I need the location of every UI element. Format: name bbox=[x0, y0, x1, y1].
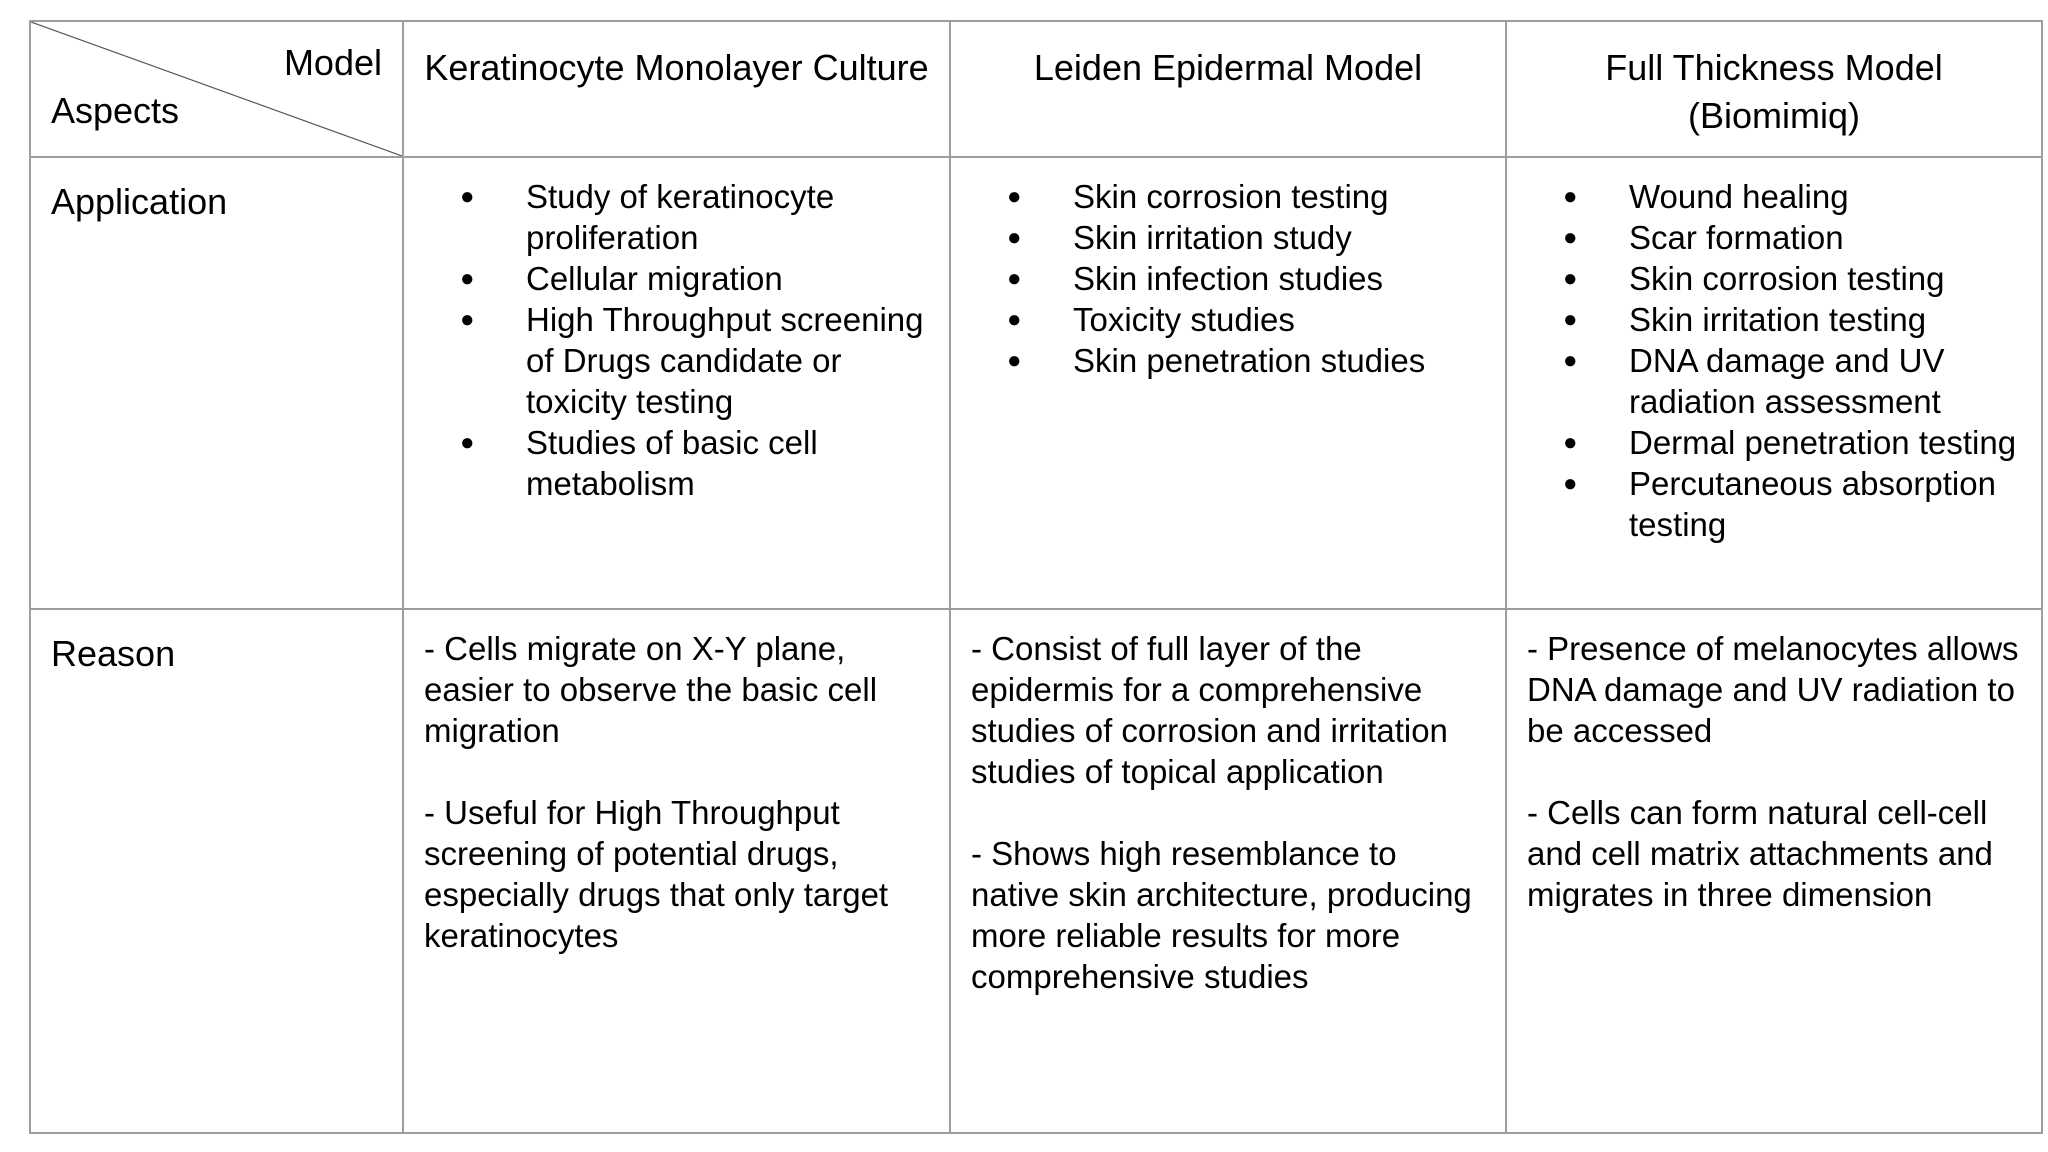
reason-paragraph: - Useful for High Throughput screening of potential drugs, especially drugs that only target keratinocytes bbox=[424, 794, 889, 954]
application-list bbox=[951, 158, 1505, 381]
bullet-item: ● Skin corrosion testing bbox=[951, 176, 1495, 217]
reason-paragraph: - Cells can form natural cell-cell and cell matrix attachments and migrates in three dimension bbox=[1527, 794, 1993, 913]
bullet-item: ● Wound healing bbox=[1507, 176, 2031, 217]
reason-cell-keratinocyte bbox=[403, 609, 950, 1133]
reason-cell-leiden bbox=[950, 609, 1506, 1133]
application-label-cell bbox=[30, 157, 403, 609]
model-header-label: Model bbox=[283, 42, 382, 83]
application-cell-leiden bbox=[950, 157, 1506, 609]
application-cell-keratinocyte bbox=[403, 157, 950, 609]
reason-cell-full-thickness bbox=[1506, 609, 2042, 1133]
bullet-item: ● Skin corrosion testing bbox=[1507, 258, 2031, 299]
corner-header-cell bbox=[30, 21, 403, 157]
reason-row bbox=[30, 609, 2042, 1133]
reason-paragraph: - Consist of full layer of the epidermis for a comprehensive studies of corrosion and irritation studies of topical application bbox=[971, 630, 1448, 790]
comparison-table bbox=[29, 20, 2043, 1134]
bullet-item: ● DNA damage and UV radiation assessment bbox=[1507, 340, 2031, 422]
reason-paragraphs bbox=[404, 610, 949, 956]
row-label-application: Application bbox=[51, 181, 228, 222]
bullet-item: ● Skin penetration studies bbox=[951, 340, 1495, 381]
application-row bbox=[30, 157, 2042, 609]
bullet-item: ● Cellular migration bbox=[404, 258, 939, 299]
bullet-item: ● Skin infection studies bbox=[951, 258, 1495, 299]
column-header-label: Leiden Epidermal Model bbox=[1033, 47, 1423, 88]
column-header-full-thickness bbox=[1506, 21, 2042, 157]
row-label-reason: Reason bbox=[51, 633, 176, 674]
reason-paragraphs bbox=[1507, 610, 2041, 915]
bullet-item: ● Scar formation bbox=[1507, 217, 2031, 258]
bullet-item: ● Dermal penetration testing bbox=[1507, 422, 2031, 463]
reason-paragraph: - Shows high resemblance to native skin architecture, producing more reliable results for more comprehensive studies bbox=[971, 835, 1472, 995]
reason-paragraphs bbox=[951, 610, 1505, 997]
column-header-label: Full Thickness Model (Biomimiq) bbox=[1605, 47, 1943, 136]
reason-paragraph: - Cells migrate on X-Y plane, easier to observe the basic cell migration bbox=[424, 630, 878, 749]
application-cell-full-thickness bbox=[1506, 157, 2042, 609]
header-row bbox=[30, 21, 2042, 157]
reason-paragraph: - Presence of melanocytes allows DNA damage and UV radiation to be accessed bbox=[1527, 630, 2019, 749]
bullet-item: ● High Throughput screening of Drugs candidate or toxicity testing bbox=[404, 299, 939, 422]
bullet-item: ● Percutaneous absorption testing bbox=[1507, 463, 2031, 545]
column-header-leiden bbox=[950, 21, 1506, 157]
bullet-item: ● Skin irritation study bbox=[951, 217, 1495, 258]
aspects-header-label: Aspects bbox=[51, 90, 180, 131]
bullet-item: ● Skin irritation testing bbox=[1507, 299, 2031, 340]
column-header-label: Keratinocyte Monolayer Culture bbox=[424, 47, 929, 88]
application-list bbox=[1507, 158, 2041, 545]
column-header-keratinocyte bbox=[403, 21, 950, 157]
application-list bbox=[404, 158, 949, 504]
reason-label-cell bbox=[30, 609, 403, 1133]
bullet-item: ● Study of keratinocyte proliferation bbox=[404, 176, 939, 258]
bullet-item: ● Studies of basic cell metabolism bbox=[404, 422, 939, 504]
bullet-item: ● Toxicity studies bbox=[951, 299, 1495, 340]
